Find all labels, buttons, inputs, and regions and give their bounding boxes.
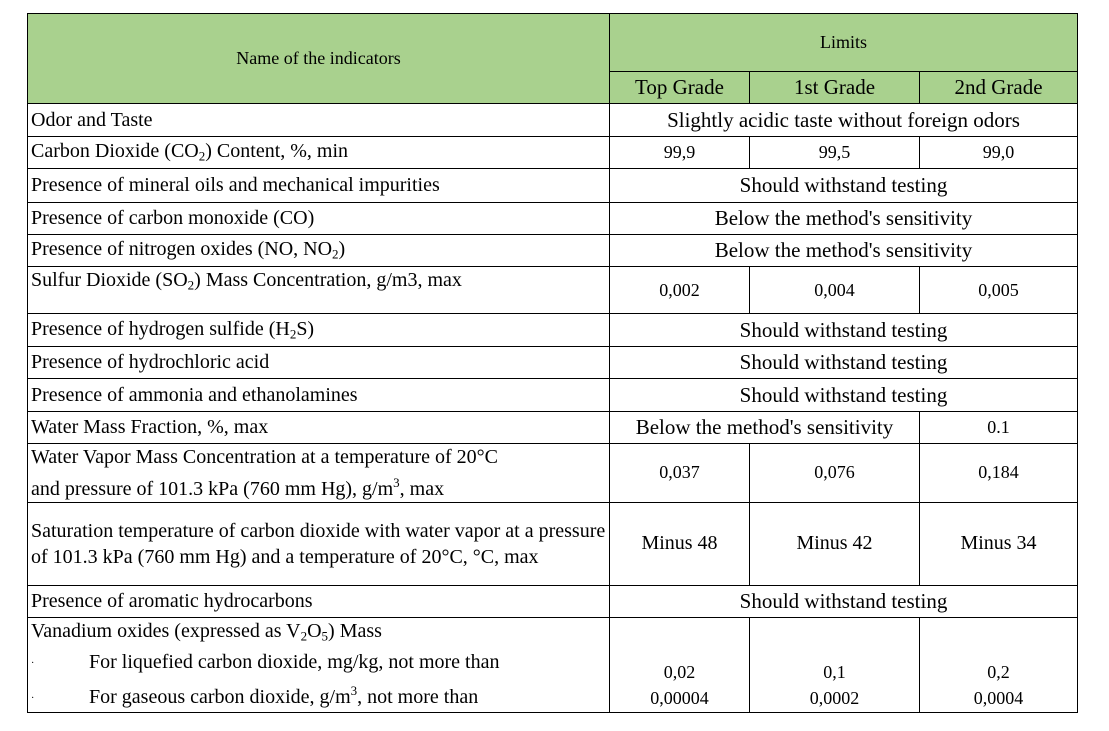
- indicator-name: Presence of aromatic hydrocarbons: [28, 585, 610, 617]
- indicator-name: Odor and Taste: [28, 104, 610, 137]
- header-top-grade: Top Grade: [610, 72, 750, 104]
- table-row: [28, 104, 1078, 137]
- table-row: [28, 203, 1078, 235]
- limit-all-grades: Should withstand testing: [610, 347, 1078, 379]
- table-row: [28, 169, 1078, 203]
- indicator-name: Sulfur Dioxide $(SO_2)$ Mass Concentration, g/m3, max: [28, 267, 610, 314]
- limit-second-grade: 0,184: [920, 444, 1078, 503]
- limit-all-grades: Below the method's sensitivity: [610, 235, 1078, 267]
- bullet-icon: ·: [31, 692, 35, 704]
- limit-first-grade: Minus 42: [750, 502, 920, 585]
- limit-second-grade: 0,005: [920, 267, 1078, 314]
- limit-all-grades: Should withstand testing: [610, 314, 1078, 347]
- table-row: [28, 379, 1078, 412]
- indicator-name: Presence of carbon monoxide (CO): [28, 203, 610, 235]
- table-row: [28, 502, 1078, 585]
- table-row: [28, 444, 1078, 503]
- indicator-name: Water Mass Fraction, %, max: [28, 412, 610, 444]
- sub-item-gas: For gaseous carbon dioxide, $g/m^3$, not more than: [89, 682, 479, 708]
- limit-first-grade: 0,1 0,0002: [750, 617, 920, 712]
- table-row: [28, 347, 1078, 379]
- header-limits: Limits: [610, 14, 1078, 72]
- limit-second-grade: 0,2 0,0004: [920, 617, 1078, 712]
- limit-top-grade: 0,037: [610, 444, 750, 503]
- indicator-name: Presence of ammonia and ethanolamines: [28, 379, 610, 412]
- limit-top-grade: 99,9: [610, 137, 750, 169]
- limit-all-grades: Slightly acidic taste without foreign odors: [610, 104, 1078, 137]
- table-row: [28, 314, 1078, 347]
- indicator-name: Saturation temperature of carbon dioxide with water vapor at a pressure of 101.3 kPa (760 mm Hg) and a temperature of 20°C, °C, max: [28, 502, 610, 585]
- header-indicator-name: Name of the indicators: [28, 14, 610, 104]
- limit-all-grades: Should withstand testing: [610, 169, 1078, 203]
- limit-first-grade: 0,004: [750, 267, 920, 314]
- limit-all-grades: Should withstand testing: [610, 379, 1078, 412]
- limit-first-grade: 99,5: [750, 137, 920, 169]
- specification-table: [27, 13, 1078, 713]
- limit-top-and-first-grade: Below the method's sensitivity: [610, 412, 920, 444]
- indicator-name: Presence of hydrogen sulfide $(H_2S)$: [28, 314, 610, 347]
- limit-second-grade: 0.1: [920, 412, 1078, 444]
- limit-second-grade: 99,0: [920, 137, 1078, 169]
- indicator-name: Presence of hydrochloric acid: [28, 347, 610, 379]
- limit-all-grades: Should withstand testing: [610, 585, 1078, 617]
- header-first-grade: 1st Grade: [750, 72, 920, 104]
- table-row: [28, 267, 1078, 314]
- limit-first-grade: 0,076: [750, 444, 920, 503]
- table-row: [28, 617, 1078, 712]
- limit-second-grade: Minus 34: [920, 502, 1078, 585]
- table-row: [28, 137, 1078, 169]
- limit-all-grades: Below the method's sensitivity: [610, 203, 1078, 235]
- limit-top-grade: 0,02 0,00004: [610, 617, 750, 712]
- table-row: [28, 235, 1078, 267]
- limit-top-grade: Minus 48: [610, 502, 750, 585]
- limit-top-grade: 0,002: [610, 267, 750, 314]
- indicator-name: Carbon Dioxide $(CO_2)$ Content, %, min: [28, 137, 610, 169]
- table-row: [28, 585, 1078, 617]
- sub-item-liquid: For liquefied carbon dioxide, mg/kg, not more than: [89, 651, 500, 674]
- header-second-grade: 2nd Grade: [920, 72, 1078, 104]
- indicator-name: Vanadium oxides (expressed as $V_2O_5$) Mass · For liquefied carbon dioxide, mg/kg, not more than · For gaseous carbon dioxide, $g/m^3$, not more than: [28, 617, 610, 712]
- indicator-name: Water Vapor Mass Concentration at a temperature of 20°C and pressure of 101.3 kPa (760 mm Hg), $g/m^3$, max: [28, 444, 610, 503]
- indicator-name: Presence of nitrogen oxides (NO, $NO_2$): [28, 235, 610, 267]
- bullet-icon: ·: [31, 657, 35, 669]
- table-row: [28, 412, 1078, 444]
- indicator-name: Presence of mineral oils and mechanical impurities: [28, 169, 610, 203]
